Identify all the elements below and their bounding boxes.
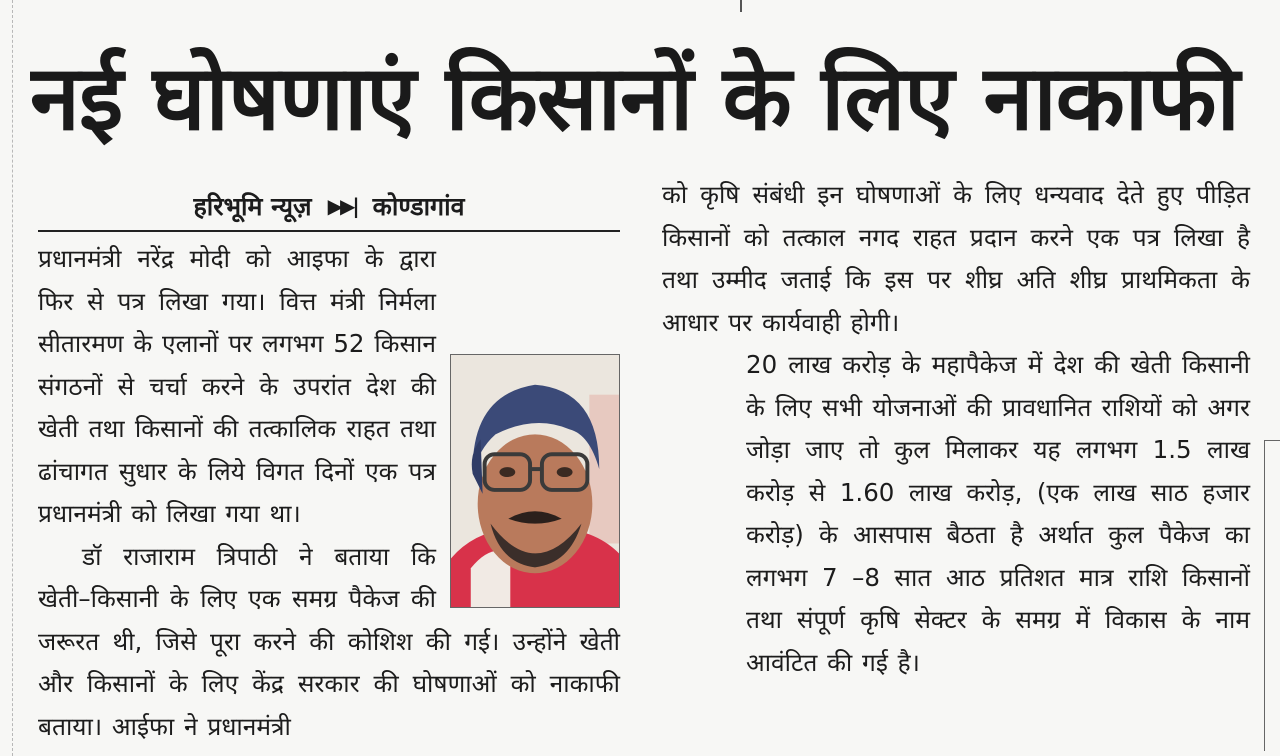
page-fold-line xyxy=(12,0,14,756)
edge-mark xyxy=(740,0,742,12)
top-edge-marks xyxy=(20,0,1280,14)
headline: नई घोषणाएं किसानों के लिए नाकाफी xyxy=(30,46,1239,151)
adjacent-column-rule xyxy=(1264,440,1280,751)
paragraph: को कृषि संबंधी इन घोषणाओं के लिए धन्यवाद देते हुए पीड़ित किसानों को तत्काल नगद राहत प्रदान करने एक पत्र लिखा है तथा उम्मीद जताई कि इस पर शीघ्र अति शीघ्र प्राथमिकता के आधार पर कार्यवाही होगी। xyxy=(662,180,1250,337)
paragraph: 20 लाख करोड़ के महापैकेज में देश की खेती किसानी के लिए सभी योजनाओं की प्रावधानित राशियों को अगर जोड़ा जाए तो कुल मिलाकर यह लगभग 1.5 लाख करोड़ से 1.60 लाख करोड़, (एक लाख साठ हजार करोड़) के आसपास बैठता है अर्थात कुल पैकेज का लगभग 7 –8 सात आठ प्रतिशत मात्र राशि किसानों तथा संपूर्ण कृषि सेक्टर के समग्र में विकास के नाम आवंटित की गई है। xyxy=(746,350,1250,677)
article-column-right xyxy=(662,174,1250,724)
byline-location: कोण्डागांव xyxy=(372,192,465,221)
paragraph: प्रधानमंत्री नरेंद्र मोदी को आइफा के द्वारा फिर से पत्र लिखा गया। वित्त मंत्री निर्मला सीतारमण के एलानों पर लगभग 52 किसान संगठनों से चर्चा करने के उपरांत देश की खेती तथा किसानों की तत्कालिक राहत तथा ढांचागत सुधार के लिये विगत दिनों एक पत्र प्रधानमंत्री को लिखा गया था। xyxy=(38,244,436,528)
portrait-photo xyxy=(450,354,620,608)
byline xyxy=(38,182,620,232)
article-column-left xyxy=(38,238,620,741)
byline-source: हरिभूमि न्यूज़ xyxy=(193,192,312,221)
double-arrow-icon: ▶▶| xyxy=(327,194,357,218)
paragraph: डॉ राजाराम त्रिपाठी ने बताया कि खेती–किसानी के लिए एक समग्र पैकेज की जरूरत थी, जिसे पूरा करने की कोशिश की गई। उन्होंने खेती और किसानों के लिए केंद्र सरकार की घोषणाओं को नाकाफी बताया। आईफा ने प्रधानमंत्री xyxy=(38,541,620,741)
portrait-image xyxy=(451,355,619,607)
